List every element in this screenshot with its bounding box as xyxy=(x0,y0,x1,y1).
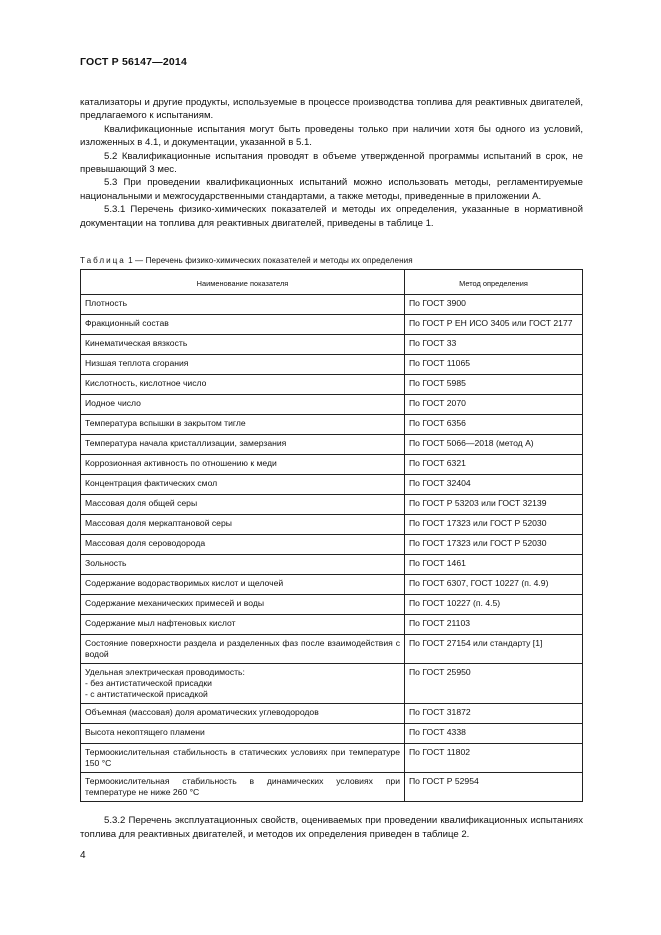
paragraph-conditions: Квалификационные испытания могут быть проведены только при наличии хотя бы одного из условий, изложенных в 4.1, и документации, указанной в 5.1. xyxy=(80,123,583,149)
table-header-row xyxy=(81,270,583,295)
property-name-cell: Массовая доля сероводорода xyxy=(81,535,405,555)
property-name-cell: Термоокислительная стабильность в статических условиях при температуре 150 °С xyxy=(81,744,405,773)
table-row xyxy=(81,615,583,635)
table-caption-prefix: Таблица xyxy=(80,256,126,265)
table-row xyxy=(81,295,583,315)
table-caption xyxy=(80,256,413,265)
intro-text xyxy=(80,96,583,230)
properties-table xyxy=(80,269,583,802)
property-name-cell: Массовая доля общей серы xyxy=(81,495,405,515)
method-cell: По ГОСТ 6356 xyxy=(405,415,583,435)
header-method: Метод определения xyxy=(405,270,583,295)
method-cell: По ГОСТ 17323 или ГОСТ Р 52030 xyxy=(405,515,583,535)
property-name-cell: Коррозионная активность по отношению к меди xyxy=(81,455,405,475)
method-cell: По ГОСТ 32404 xyxy=(405,475,583,495)
paragraph-5-2: 5.2 Квалификационные испытания проводят в объеме утвержденной программы испытаний в срок, не превышающий 3 мес. xyxy=(80,150,583,176)
property-name-cell: Содержание механических примесей и воды xyxy=(81,595,405,615)
table-row xyxy=(81,515,583,535)
table-row xyxy=(81,415,583,435)
method-cell: По ГОСТ 33 xyxy=(405,335,583,355)
property-name-cell: Состояние поверхности раздела и разделенных фаз после взаимодействия с водой xyxy=(81,635,405,664)
table-row xyxy=(81,475,583,495)
table-caption-text: 1 — Перечень физико-химических показателей и методы их определения xyxy=(128,256,413,265)
table-row xyxy=(81,435,583,455)
property-name-cell: Концентрация фактических смол xyxy=(81,475,405,495)
closing-text xyxy=(80,814,583,842)
property-name-cell: Удельная электрическая проводимость: - без антистатической присадки - с антистатической присадкой xyxy=(81,664,405,704)
table-row xyxy=(81,495,583,515)
page-number: 4 xyxy=(80,850,86,861)
property-name-cell: Иодное число xyxy=(81,395,405,415)
property-name-cell: Кислотность, кислотное число xyxy=(81,375,405,395)
paragraph-5-3: 5.3 При проведении квалификационных испытаний можно использовать методы, регламентируемые национальными и межгосударственными стандартами, а также методы, приведенные в приложении А. xyxy=(80,177,583,202)
table-row xyxy=(81,375,583,395)
property-name-cell: Фракционный состав xyxy=(81,315,405,335)
method-cell: По ГОСТ 6321 xyxy=(405,455,583,475)
method-cell: По ГОСТ 3900 xyxy=(405,295,583,315)
method-cell: По ГОСТ 10227 (п. 4.5) xyxy=(405,595,583,615)
table-row xyxy=(81,664,583,704)
method-cell: По ГОСТ 11802 xyxy=(405,744,583,773)
property-name-cell: Кинематическая вязкость xyxy=(81,335,405,355)
table-row xyxy=(81,704,583,724)
property-name-cell: Содержание водорастворимых кислот и щелочей xyxy=(81,575,405,595)
property-name-cell: Температура начала кристаллизации, замерзания xyxy=(81,435,405,455)
table-row xyxy=(81,535,583,555)
table-row xyxy=(81,595,583,615)
method-cell: По ГОСТ Р 53203 или ГОСТ 32139 xyxy=(405,495,583,515)
property-name-cell: Зольность xyxy=(81,555,405,575)
method-cell: По ГОСТ 25950 xyxy=(405,664,583,704)
paragraph-5-3-1: 5.3.1 Перечень физико-химических показателей и методы их определения, указанные в нормативной документации на топлива для реактивных двигателей, приведены в таблице 1. xyxy=(80,204,583,229)
property-name-cell: Плотность xyxy=(81,295,405,315)
method-cell: По ГОСТ 11065 xyxy=(405,355,583,375)
table-row xyxy=(81,455,583,475)
method-cell: По ГОСТ 5066—2018 (метод А) xyxy=(405,435,583,455)
method-cell: По ГОСТ 1461 xyxy=(405,555,583,575)
method-cell: По ГОСТ 31872 xyxy=(405,704,583,724)
method-cell: По ГОСТ 6307, ГОСТ 10227 (п. 4.9) xyxy=(405,575,583,595)
table-row xyxy=(81,355,583,375)
method-cell: По ГОСТ 27154 или стандарту [1] xyxy=(405,635,583,664)
table-row xyxy=(81,575,583,595)
method-cell: По ГОСТ 17323 или ГОСТ Р 52030 xyxy=(405,535,583,555)
table-row xyxy=(81,395,583,415)
paragraph-5-3-2: 5.3.2 Перечень эксплуатационных свойств, оцениваемых при проведении квалификационных испытаниях топлива для реактивных двигателей, и методов их определения приведен в таблице 2. xyxy=(80,815,583,840)
method-cell: По ГОСТ Р 52954 xyxy=(405,773,583,802)
property-name-cell: Массовая доля меркаптановой серы xyxy=(81,515,405,535)
method-cell: По ГОСТ 2070 xyxy=(405,395,583,415)
document-code: ГОСТ Р 56147—2014 xyxy=(80,56,188,68)
method-cell: По ГОСТ 4338 xyxy=(405,724,583,744)
table-row xyxy=(81,724,583,744)
property-name-cell: Термоокислительная стабильность в динамических условиях при температуре не ниже 260 °С xyxy=(81,773,405,802)
property-name-cell: Низшая теплота сгорания xyxy=(81,355,405,375)
table-row xyxy=(81,335,583,355)
property-name-cell: Содержание мыл нафтеновых кислот xyxy=(81,615,405,635)
property-name-cell: Температура вспышки в закрытом тигле xyxy=(81,415,405,435)
property-name-cell: Высота некоптящего пламени xyxy=(81,724,405,744)
paragraph-materials: катализаторы и другие продукты, используемые в процессе производства топлива для реактивных двигателей, предлагаемого к испытаниям. xyxy=(80,97,583,122)
property-name-cell: Объемная (массовая) доля ароматических углеводородов xyxy=(81,704,405,724)
table-row xyxy=(81,773,583,802)
method-cell: По ГОСТ 5985 xyxy=(405,375,583,395)
table-row xyxy=(81,744,583,773)
header-property-name: Наименование показателя xyxy=(81,270,405,295)
table-row xyxy=(81,315,583,335)
table-body xyxy=(81,295,583,802)
table-row xyxy=(81,555,583,575)
method-cell: По ГОСТ 21103 xyxy=(405,615,583,635)
table-row xyxy=(81,635,583,664)
method-cell: По ГОСТ Р ЕН ИСО 3405 или ГОСТ 2177 xyxy=(405,315,583,335)
